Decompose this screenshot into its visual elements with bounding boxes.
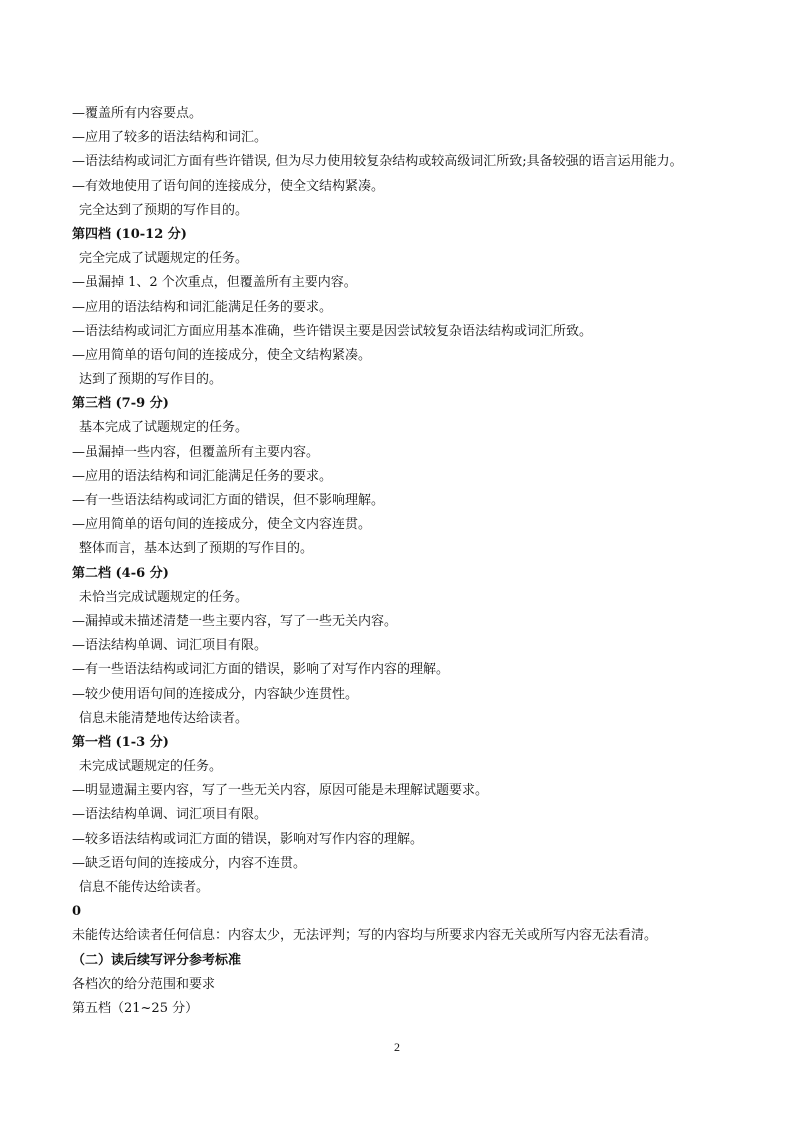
criteria-line: —语法结构单调、词汇项目有限。 <box>72 638 268 654</box>
summary-line: 未完成试题规定的任务。 <box>79 759 223 775</box>
criteria-line: 第五档（21~25 分） <box>72 1000 199 1016</box>
document-body <box>72 102 732 1021</box>
section-heading: （二）读后续写评分参考标准 <box>72 952 242 968</box>
summary-line: 信息未能清楚地传达给读者。 <box>79 710 249 726</box>
summary-line: 完全完成了试题规定的任务。 <box>79 251 249 267</box>
section-heading: 第一档 (1-3 分) <box>72 734 169 750</box>
criteria-line: —应用的语法结构和词汇能满足任务的要求。 <box>72 299 333 315</box>
criteria-line: —漏掉或未描述清楚一些主要内容，写了一些无关内容。 <box>72 613 398 629</box>
criteria-line: —有一些语法结构或词汇方面的错误，影响了对写作内容的理解。 <box>72 662 450 678</box>
section-heading: 第二档 (4-6 分) <box>72 565 169 581</box>
criteria-line: —较多语法结构或词汇方面的错误，影响对写作内容的理解。 <box>72 831 424 847</box>
criteria-line: —明显遗漏主要内容，写了一些无关内容，原因可能是未理解试题要求。 <box>72 783 489 799</box>
criteria-line: —虽漏掉一些内容，但覆盖所有主要内容。 <box>72 444 320 460</box>
page-number: 2 <box>394 1040 400 1054</box>
criteria-line: —应用简单的语句间的连接成分，使全文内容连贯。 <box>72 517 372 533</box>
criteria-line: —覆盖所有内容要点。 <box>72 106 203 121</box>
criteria-line: 未能传达给读者任何信息：内容太少，无法评判；写的内容均与所要求内容无关或所写内容无法看清。 <box>72 928 658 944</box>
criteria-line: —应用了较多的语法结构和词汇。 <box>72 130 268 146</box>
summary-line: 未恰当完成试题规定的任务。 <box>79 589 249 605</box>
summary-line: 整体而言，基本达到了预期的写作目的。 <box>79 541 314 557</box>
criteria-line: —缺乏语句间的连接成分，内容不连贯。 <box>72 855 307 871</box>
criteria-line: —应用简单的语句间的连接成分，使全文结构紧凑。 <box>72 347 372 363</box>
section-heading: 第四档 (10-12 分) <box>72 226 187 242</box>
criteria-line: —语法结构单调、词汇项目有限。 <box>72 807 268 823</box>
summary-line: 信息不能传达给读者。 <box>79 880 210 895</box>
summary-line: 完全达到了预期的写作目的。 <box>79 202 249 218</box>
criteria-line: —语法结构或词汇方面应用基本准确，些许错误主要是因尝试较复杂语法结构或词汇所致。 <box>72 323 593 339</box>
criteria-line: —有效地使用了语句间的连接成分，使全文结构紧凑。 <box>72 178 385 194</box>
criteria-line: —语法结构或词汇方面有些许错误, 但为尽力使用较复杂结构或较高级词汇所致;具备较强的语言运用能力。 <box>72 154 683 170</box>
criteria-line: —有一些语法结构或词汇方面的错误，但不影响理解。 <box>72 493 385 508</box>
criteria-line: —较少使用语句间的连接成分，内容缺少连贯性。 <box>72 686 359 702</box>
summary-line: 基本完成了试题规定的任务。 <box>79 420 249 436</box>
summary-line: 达到了预期的写作目的。 <box>79 372 223 388</box>
section-heading: 第三档 (7-9 分) <box>72 396 169 412</box>
section-heading: 0 <box>72 904 82 920</box>
criteria-line: —应用的语法结构和词汇能满足任务的要求。 <box>72 468 333 484</box>
criteria-line: 各档次的给分范围和要求 <box>72 976 216 992</box>
criteria-line: —虽漏掉 1、2 个次重点，但覆盖所有主要内容。 <box>72 275 357 291</box>
